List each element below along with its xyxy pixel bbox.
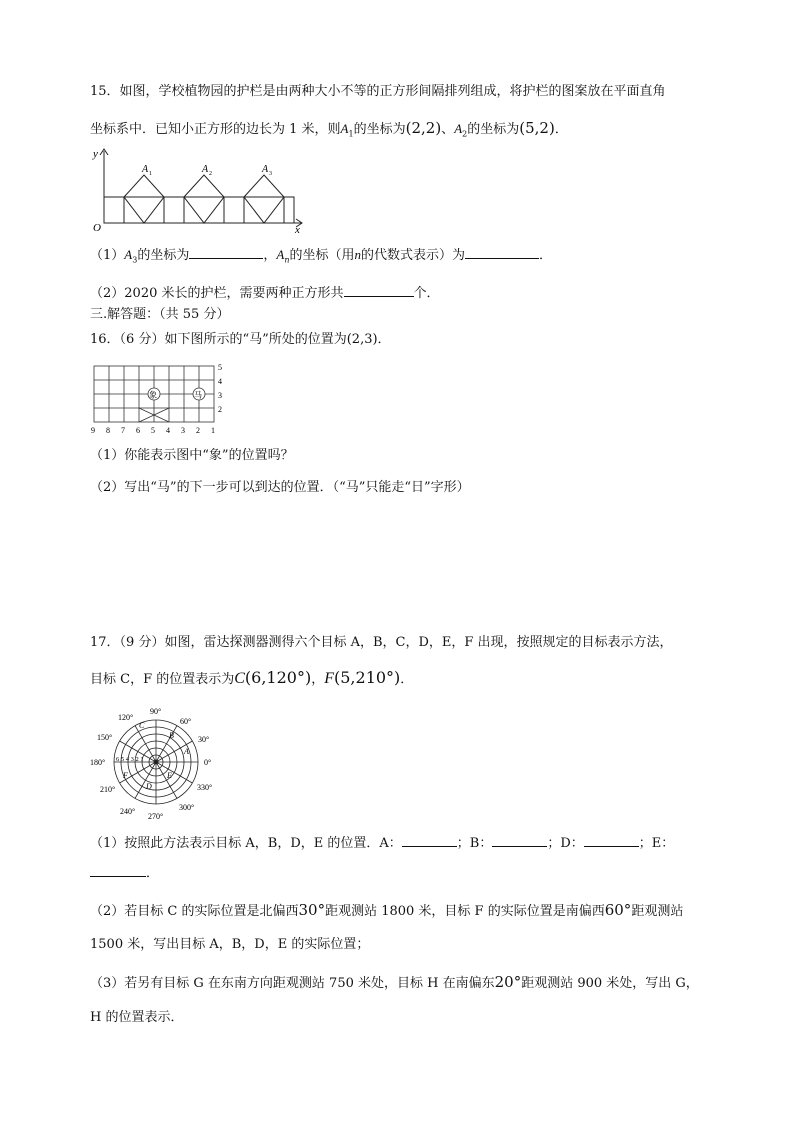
ring-labels: 6 5 4 3 2 1	[116, 756, 144, 763]
col-label: 8	[106, 426, 110, 435]
q17-part3-cont: H 的位置表示．	[90, 1010, 184, 1025]
q17-part1	[90, 832, 674, 854]
angle-label: 270°	[148, 812, 164, 821]
col-label: 7	[121, 426, 125, 435]
target-d: D	[146, 782, 152, 791]
q17-end: ．	[146, 866, 160, 881]
q15-text: 的坐标为	[353, 122, 406, 137]
q17-text: 目标 C，F 的位置表示为	[90, 672, 235, 687]
q15-end: 个．	[413, 286, 440, 301]
angle-label: 210°	[100, 785, 116, 794]
row-label: 2	[218, 405, 222, 414]
q15-end: ．	[539, 248, 553, 263]
q17-part2-cont: 1500 米，写出目标 A，B，D，E 的实际位置；	[90, 937, 370, 952]
angle-label: 120°	[118, 713, 134, 722]
angle-label: 150°	[97, 733, 113, 742]
point-a3-sub: 3	[269, 171, 272, 177]
answer-blank[interactable]	[189, 244, 263, 259]
q15-text: （2）2020 米长的护栏，需要两种正方形共	[90, 286, 344, 301]
col-label: 6	[136, 426, 140, 435]
q17-text: 距观测站	[631, 904, 684, 919]
q15-part1-an: A	[276, 247, 285, 262]
q15-a1-symbol: A	[340, 121, 349, 136]
angle-label: 300°	[179, 803, 195, 812]
q15-coord2: (5,2)	[519, 119, 555, 137]
q15-text: 的代数式表示）为	[360, 248, 465, 263]
angle-label: 60°	[180, 717, 192, 726]
col-label: 2	[196, 426, 200, 435]
q17-text: ；B：	[456, 836, 493, 851]
q17-part1-cont	[90, 862, 159, 884]
q15-fence-figure	[90, 145, 305, 233]
q17-end: ．	[400, 672, 414, 687]
q16-line1: 16．（6 分）如下图所示的“马”所处的位置为(2,3)．	[90, 332, 391, 347]
target-e: E	[167, 771, 172, 780]
col-label: 5	[151, 426, 155, 435]
q15-part2	[90, 282, 440, 304]
angle-label: 240°	[120, 807, 136, 816]
q17-c-symbol: C	[234, 670, 245, 687]
point-a2-label: A	[202, 164, 209, 175]
q15-text: 的坐标为	[467, 122, 520, 137]
answer-blank[interactable]	[465, 244, 539, 259]
q15-sep: ，	[263, 248, 277, 263]
angle-label: 330°	[197, 783, 213, 792]
q17-text: ；D：	[547, 836, 584, 851]
answer-blank[interactable]	[90, 862, 146, 877]
row-label: 4	[218, 377, 222, 386]
q15-a2-symbol: A	[454, 121, 463, 136]
q15-line1: 15．如图，学校植物园的护栏是由两种大小不等的正方形间隔排列组成，将护栏的图案放在平面直角	[90, 84, 666, 99]
q17-line1: 17．（9 分）如图，雷达探测器测得六个目标 A，B，C，D，E，F 出现，按照规定的目标表示方法，	[90, 635, 673, 650]
answer-blank[interactable]	[492, 832, 547, 847]
section-heading: 三.解答题：（共 55 分）	[90, 307, 230, 322]
q15-text: 坐标系中．已知小正方形的边长为 1 米，则	[90, 122, 341, 137]
target-c: C	[139, 721, 145, 730]
q16-part1: （1）你能表示图中“象”的位置吗？	[90, 448, 294, 463]
q17-part2	[90, 900, 683, 922]
q15-line2	[90, 118, 568, 145]
q15-part1	[90, 244, 552, 271]
q15-end: ．	[554, 122, 568, 137]
q15-text: 的坐标（用	[289, 248, 355, 263]
col-label: 3	[181, 426, 185, 435]
q15-a1-sub: 1	[348, 129, 354, 139]
q17-line2	[90, 668, 413, 690]
q16-chess-board	[88, 362, 238, 438]
target-a: A	[184, 747, 189, 756]
q16-part2: （2）写出“马”的下一步可以到达的位置．（“马”只能走“日”字形）	[90, 480, 470, 495]
row-label: 3	[218, 391, 222, 400]
axis-x-label: x	[295, 224, 300, 233]
q15-sep: 、	[441, 122, 455, 137]
point-a3-label: A	[262, 164, 269, 175]
q15-coord1: (2,2)	[405, 119, 442, 137]
point-a2-sub: 2	[209, 171, 212, 177]
answer-blank[interactable]	[344, 282, 414, 297]
q17-text: （2）若目标 C 的实际位置是北偏西	[90, 904, 299, 919]
q17-part3	[90, 972, 699, 994]
angle-label: 0°	[204, 758, 212, 767]
q15-part1-n: n	[354, 247, 361, 262]
q15-part1-num: （1）	[90, 248, 125, 263]
col-label: 4	[166, 426, 170, 435]
target-f: F	[123, 771, 128, 780]
q15-text: 的坐标为	[137, 248, 190, 263]
answer-blank[interactable]	[402, 832, 457, 847]
q17-c-coord: (6,120°)	[244, 668, 312, 687]
origin-label: O	[93, 222, 101, 233]
target-b: B	[169, 731, 174, 740]
q17-sep: ，	[311, 672, 325, 687]
q15-part1-an-sub: n	[284, 255, 290, 265]
q17-text: （1）按照此方法表示目标 A，B，D，E 的位置．A：	[90, 836, 402, 851]
axis-y-label: y	[93, 148, 98, 160]
q17-deg: 20°	[494, 973, 522, 991]
point-a1-sub: 1	[149, 171, 152, 177]
q17-f-coord: (5,210°)	[334, 668, 401, 687]
q17-f-symbol: F	[324, 670, 334, 687]
row-label: 5	[218, 363, 222, 372]
angle-label: 30°	[198, 735, 210, 744]
q17-text: ；E：	[638, 836, 675, 851]
q17-text: 距观测站 1800 米，目标 F 的实际位置是南偏西	[325, 904, 605, 919]
q17-deg: 30°	[298, 901, 326, 919]
q15-part1-a3-sub: 3	[132, 255, 138, 265]
q15-a2-sub: 2	[462, 129, 468, 139]
horse-piece: 马	[194, 390, 202, 400]
angle-label: 90°	[150, 707, 162, 716]
col-label: 9	[91, 426, 95, 435]
point-a1-label: A	[142, 164, 149, 175]
q17-text: （3）若另有目标 G 在东南方向距观测站 750 米处，目标 H 在南偏东	[90, 976, 495, 991]
q15-part1-a3: A	[124, 247, 133, 262]
answer-blank[interactable]	[584, 832, 639, 847]
angle-label: 180°	[90, 758, 106, 767]
q17-radar-figure	[88, 702, 223, 822]
col-label: 1	[211, 426, 215, 435]
q17-deg: 60°	[604, 901, 632, 919]
elephant-piece: 象	[149, 390, 157, 400]
q17-text: 距观测站 900 米处，写出 G，	[521, 976, 699, 991]
